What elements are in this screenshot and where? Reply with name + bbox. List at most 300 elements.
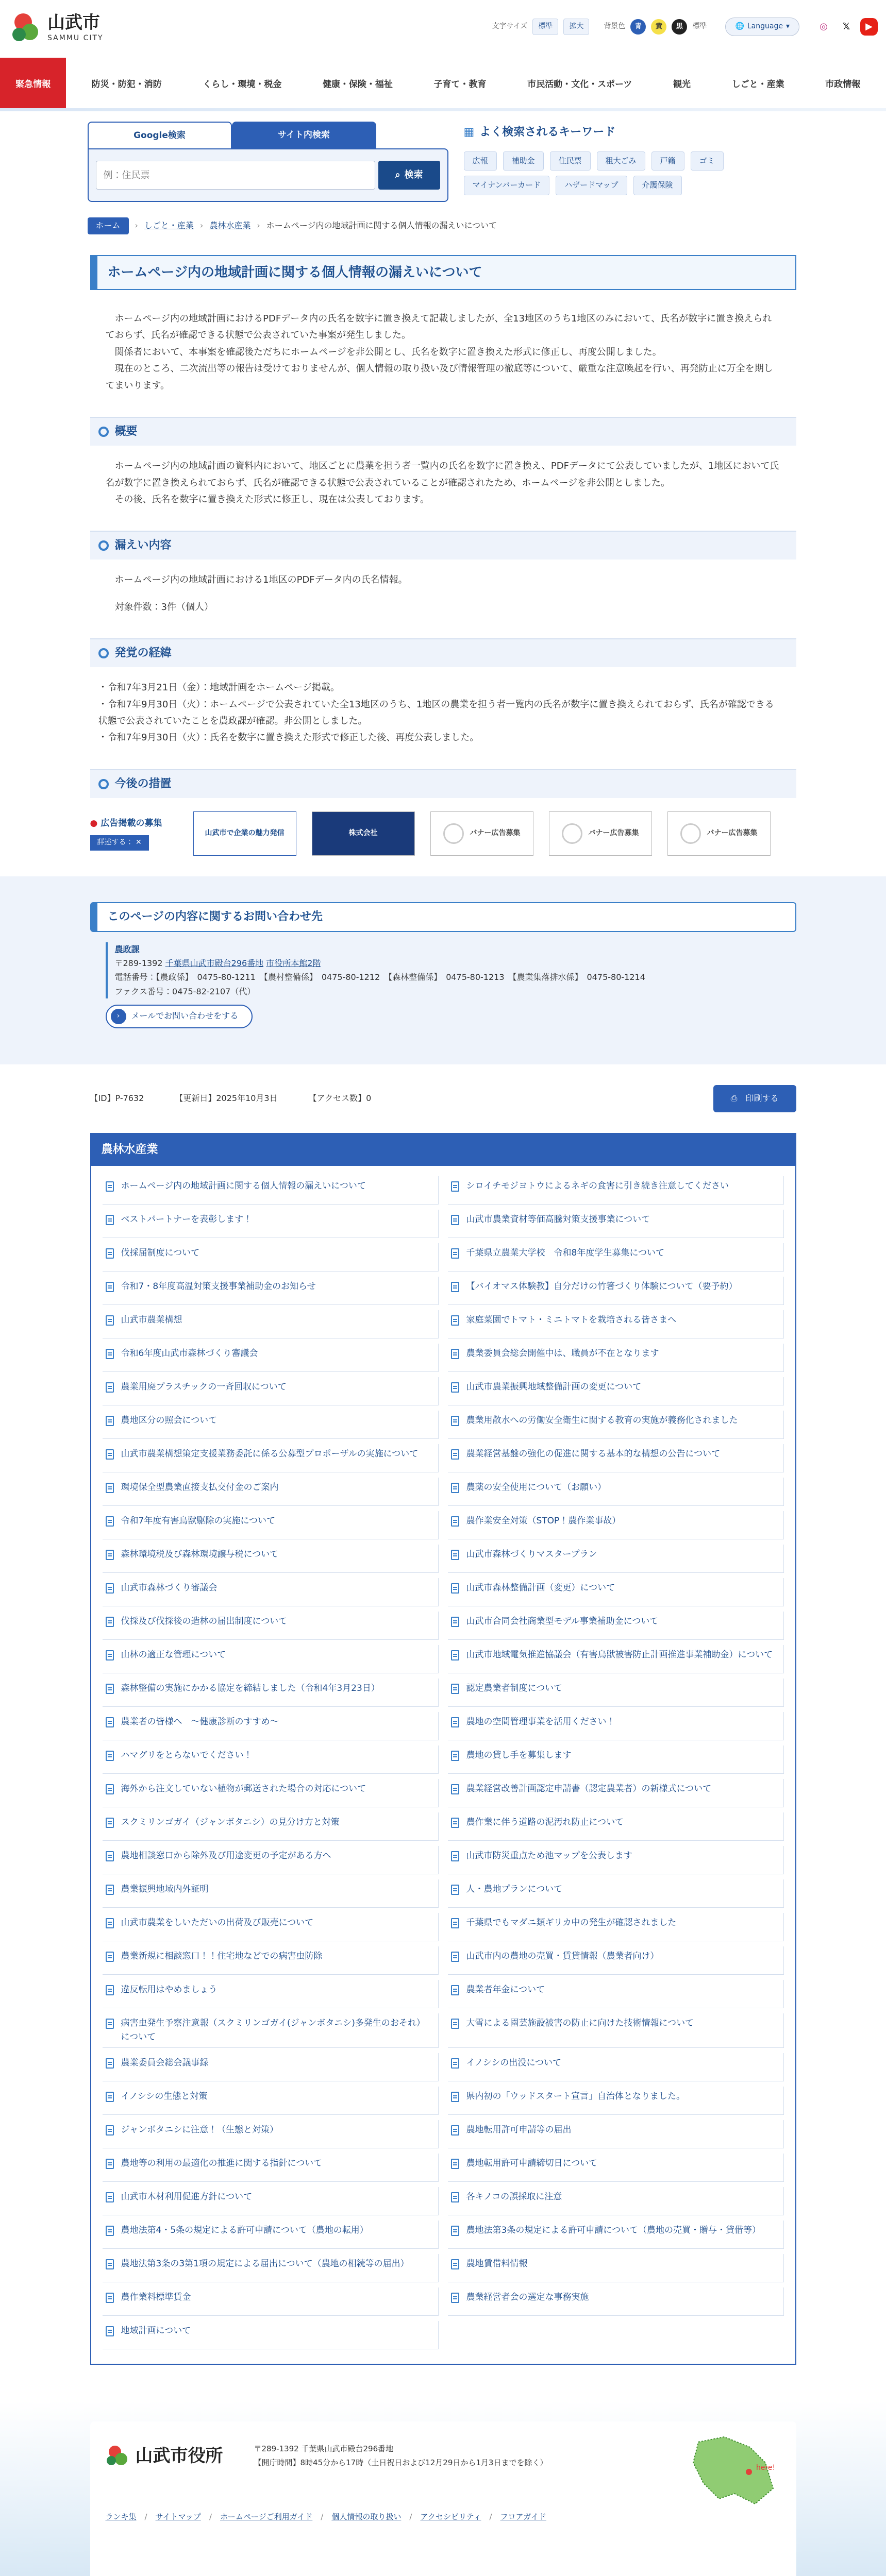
document-icon	[451, 1818, 459, 1828]
language-selector[interactable]	[725, 18, 799, 36]
keyword-chip[interactable]: ゴミ	[691, 151, 724, 171]
related-link[interactable]	[448, 2154, 784, 2182]
related-link[interactable]	[103, 1980, 439, 2008]
contact-phone: 電話番号：【農政係】 0475-80-1211 【農村整備係】 0475-80-1212 【森林整備係】 0475-80-1213 【農業集落排水係】 0475-80-1214	[114, 972, 645, 982]
document-icon	[106, 1885, 114, 1895]
related-link[interactable]	[448, 1779, 784, 1807]
related-link-label: 令和6年度山武市森林づくり審議会	[121, 1348, 258, 1359]
document-icon	[106, 2058, 114, 2069]
nav-item[interactable]: しごと・産業	[731, 79, 784, 90]
bg-yellow-button[interactable]: 黄	[651, 19, 666, 35]
history-item: ・令和7年9月30日（火）：氏名を数字に置き換えた形式で修正した後、再度公表しました。	[98, 732, 479, 743]
lead-paragraph: 現在のところ、二次流出等の報告は受けておりませんが、個人情報の取り扱い及び情報管理の徹底等について、厳重な注意喚起を行い、再発防止に万全を期してまいります。	[105, 363, 773, 391]
document-icon	[106, 1215, 114, 1225]
related-link[interactable]	[448, 2221, 784, 2249]
history-body	[90, 667, 796, 752]
leak-text: ホームページ内の地域計画における1地区のPDFデータ内の氏名情報。	[114, 574, 408, 586]
related-link[interactable]	[448, 1176, 784, 1205]
keyword-chip[interactable]: 広報	[464, 151, 497, 171]
footer-link[interactable]: ホームページご利用ガイド	[220, 2512, 313, 2522]
logo-mark-icon	[106, 2444, 130, 2468]
bg-black-button[interactable]: 黒	[672, 19, 687, 35]
related-link-label: シロイチモジヨトウによるネギの食害に引き続き注意してください	[466, 1180, 729, 1191]
logo-title: 山武市	[47, 12, 100, 33]
document-icon	[451, 1248, 459, 1259]
lead-paragraph: ホームページ内の地域計画におけるPDFデータ内の氏名を数字に置き換えて記載しましたが、全13地区のうち1地区のみにおいて、氏名が数字に置き換えられておらず、氏名が確認できる状態で公表されていた事案が発生しました。	[105, 313, 772, 341]
document-icon	[106, 1650, 114, 1660]
emergency-info-button[interactable]: 緊急情報	[0, 58, 66, 111]
keyword-panel	[464, 122, 799, 202]
related-link[interactable]	[448, 1679, 784, 1707]
footer-link[interactable]: 個人情報の取り扱い	[331, 2512, 402, 2522]
related-link-label: 伐採届制度について	[121, 1247, 200, 1258]
footer-hours: 【開庁時間】8時45分から17時（土日祝日および12月29日から1月3日までを除く）	[254, 2458, 548, 2468]
document-icon	[451, 1952, 459, 1962]
nav-item[interactable]: くらし・環境・税金	[203, 79, 282, 90]
related-link[interactable]	[103, 1779, 439, 1807]
document-icon	[451, 1215, 459, 1225]
related-link-label: 山武市森林づくりマスタープラン	[466, 1549, 597, 1560]
document-icon	[451, 2159, 459, 2169]
related-link-label: 農地の貸し手を募集します	[466, 1750, 572, 1760]
related-link[interactable]	[448, 2187, 784, 2215]
footer-card	[90, 2421, 796, 2576]
related-link[interactable]	[103, 1879, 439, 1908]
document-icon	[106, 1583, 114, 1594]
document-icon	[106, 2326, 114, 2336]
nav-item[interactable]: 観光	[673, 79, 691, 90]
related-link-label: 農作業料標準賃金	[121, 2292, 191, 2303]
related-link[interactable]	[103, 1377, 439, 1405]
footer-address: 〒289-1392 千葉県山武市殿台296番地	[254, 2444, 394, 2454]
related-link[interactable]	[103, 1511, 439, 1539]
contact-department[interactable]: 農政課	[114, 944, 140, 955]
document-icon	[106, 2259, 114, 2269]
related-link[interactable]	[448, 1277, 784, 1305]
related-link[interactable]	[448, 1377, 784, 1405]
related-link[interactable]	[103, 2321, 439, 2349]
related-link-label: 農地転用許可申請締切日について	[466, 2158, 598, 2169]
contact-address-link[interactable]: 千葉県山武市殿台296番地	[165, 958, 264, 969]
contact-postal: 〒289-1392	[114, 958, 163, 969]
document-icon	[451, 1918, 459, 1928]
contact-fax: ファクス番号：0475-82-2107（代）	[114, 986, 256, 996]
contact-section	[0, 876, 886, 1064]
document-icon	[451, 1885, 459, 1895]
related-pages	[90, 1133, 796, 2365]
related-link-label: 農業者年金について	[466, 1984, 545, 1995]
bg-standard-button[interactable]: 標準	[692, 22, 707, 30]
related-link[interactable]	[103, 1913, 439, 1941]
related-link-label: 山林の適正な管理について	[121, 1649, 226, 1660]
related-link[interactable]	[103, 1444, 439, 1472]
related-link[interactable]	[448, 1310, 784, 1338]
document-icon	[451, 1516, 459, 1527]
related-link-label: 農地等の利用の最適化の推進に関する指針について	[121, 2158, 323, 2169]
related-link[interactable]	[448, 1444, 784, 1472]
related-link[interactable]	[448, 1712, 784, 1740]
related-link[interactable]	[448, 2287, 784, 2316]
footer-links: ランキ集 / サイトマップ / ホームページご利用ガイド / 個人情報の取り扱い / アクセシビリティ / フロアガイド	[106, 2511, 781, 2523]
related-link-label: 山武市農業資材等価高騰対策支援事業について	[466, 1214, 650, 1225]
nav-item[interactable]: 市政情報	[825, 79, 861, 90]
search-icon: ⌕	[395, 170, 400, 181]
footer-logo[interactable]	[106, 2443, 223, 2470]
ad-banner-placeholder[interactable]: バナー広告募集	[667, 811, 771, 856]
overview-body	[90, 446, 796, 513]
related-link-label: 違反転用はやめましょう	[121, 1984, 218, 1995]
footer-link[interactable]: ランキ集	[105, 2512, 137, 2522]
document-icon	[451, 1985, 459, 1995]
document-icon	[106, 1382, 114, 1393]
related-link[interactable]	[448, 1344, 784, 1372]
history-item: ・令和7年9月30日（火）：ホームページで公表されていた全13地区のうち、1地区の農業を担う者一覧内の氏名が数字に置き換えられておらず、氏名が確認できる状態で公表されていたことを農政課が確認。非公開としました。	[98, 699, 774, 727]
font-large-button[interactable]: 拡大	[563, 19, 589, 35]
document-icon	[106, 1717, 114, 1727]
ad-banner-placeholder[interactable]: バナー広告募集	[549, 811, 652, 856]
document-icon	[451, 1784, 459, 1794]
document-icon	[106, 1550, 114, 1560]
related-link[interactable]	[448, 2013, 784, 2048]
document-icon	[451, 1684, 459, 1694]
document-icon	[106, 1349, 114, 1359]
ad-banner[interactable]: 株式会社	[312, 811, 415, 856]
document-icon	[106, 1985, 114, 1995]
related-link-label: 県内初の「ウッドスタート宣言」自治体となりました。	[466, 2091, 685, 2102]
chevron-right-icon: ›	[135, 221, 138, 230]
related-link[interactable]	[103, 2221, 439, 2249]
youtube-icon[interactable]: ▶	[860, 18, 878, 36]
document-icon	[451, 2092, 459, 2102]
related-link[interactable]	[103, 1176, 439, 1205]
related-link-label: 山武市農業をしいただいの出荷及び販売について	[121, 1917, 314, 1928]
keyword-grid-icon: ▦	[463, 126, 475, 139]
related-link[interactable]	[103, 1344, 439, 1372]
related-link[interactable]	[103, 1612, 439, 1640]
section-heading-future: 今後の措置	[90, 769, 796, 798]
related-link-label: 山武市農業構想	[121, 1314, 182, 1325]
related-link-label: 各キノコの誤採取に注意	[466, 2192, 562, 2202]
ad-banner-placeholder[interactable]: バナー広告募集	[430, 811, 533, 856]
related-link-label: 山武市防災重点ため池マップを公表します	[466, 1850, 632, 1861]
leak-target: 対象件数：3件（個人）	[114, 601, 213, 613]
related-link[interactable]	[103, 1545, 439, 1573]
keyword-chip[interactable]: 介護保険	[633, 176, 682, 195]
related-link-label: 【バイオマス体験教】自分だけの竹箸づくり体験について（要予約）	[466, 1281, 738, 1292]
x-icon[interactable]: 𝕏	[842, 21, 850, 32]
nav-item[interactable]: 子育て・教育	[433, 79, 487, 90]
related-link[interactable]	[103, 2120, 439, 2148]
instagram-icon[interactable]: ◎	[820, 21, 828, 32]
related-link[interactable]	[103, 1243, 439, 1272]
section-heading-overview: 概要	[90, 417, 796, 446]
document-icon	[451, 2192, 459, 2202]
related-link[interactable]	[103, 1645, 439, 1673]
contact-building-link[interactable]: 市役所本館2階	[266, 958, 321, 969]
document-icon	[106, 1684, 114, 1694]
related-link[interactable]	[103, 2013, 439, 2048]
section-heading-history: 発覚の経緯	[90, 638, 796, 667]
related-link-label: 山武市農業振興地域整備計画の変更について	[466, 1381, 642, 1392]
related-link-label: 環境保全型農業直接支払交付金のご案内	[121, 1482, 279, 1493]
related-link-label: 農業委員会総会開催中は、職員が不在となります	[466, 1348, 659, 1359]
contact-body	[106, 942, 796, 998]
related-link-label: 山武市地域電気推進協議会（有害鳥獣被害防止計画推進事業補助金）について	[466, 1649, 773, 1660]
related-link-label: 認定農業者制度について	[466, 1683, 563, 1693]
related-link[interactable]	[448, 1980, 784, 2008]
footer-city-hall-name: 山武市役所	[135, 2445, 223, 2466]
nav-item[interactable]: 防災・防犯・消防	[91, 79, 162, 90]
related-link[interactable]	[448, 1846, 784, 1874]
document-icon	[451, 1416, 459, 1426]
breadcrumb	[88, 217, 799, 234]
related-link-label: 森林環境税及び森林環境譲与税について	[121, 1549, 279, 1560]
print-button[interactable]: ⎙ 印刷する	[713, 1085, 796, 1112]
keyword-chip[interactable]: 住民票	[550, 151, 591, 171]
related-link[interactable]	[448, 1578, 784, 1606]
document-icon	[106, 1784, 114, 1794]
overview-paragraph: ホームページ内の地域計画の資料内において、地区ごとに農業を担う者一覧内の氏名を数字に置き換え、PDFデータにて公表していましたが、1地区において氏名が数字に置き換えられておらず、氏名が確認できる状態で公表されていることが確認されたため、ホームページを非公開としました。	[105, 461, 779, 488]
document-icon	[451, 1382, 459, 1393]
related-link-label: 農地法第4・5条の規定による許可申請について（農地の転用）	[121, 2225, 369, 2236]
site-logo[interactable]	[10, 10, 104, 47]
breadcrumb-current: ホームページ内の地域計画に関する個人情報の漏えいについて	[266, 221, 497, 230]
related-link[interactable]	[103, 2287, 439, 2316]
page-access-count: 【アクセス数】0	[308, 1093, 372, 1103]
document-icon	[451, 2293, 459, 2303]
tab-google-search[interactable]: Google検索	[88, 122, 232, 148]
related-link[interactable]	[103, 1277, 439, 1305]
page-title: ホームページ内の地域計画に関する個人情報の漏えいについて	[90, 255, 796, 290]
document-icon	[106, 2159, 114, 2169]
related-link[interactable]	[103, 1946, 439, 1975]
footer-link[interactable]: サイトマップ	[155, 2512, 201, 2522]
related-link-label: 農地転用許可申請等の届出	[466, 2125, 572, 2136]
document-icon	[451, 1583, 459, 1594]
nav-item[interactable]: 健康・保険・福祉	[322, 79, 393, 90]
bg-blue-button[interactable]: 青	[630, 19, 646, 35]
related-link-label: 家庭菜園でトマト・ミニトマトを栽培される皆さまへ	[466, 1314, 677, 1325]
document-icon	[106, 1851, 114, 1861]
document-icon	[106, 1617, 114, 1627]
related-link-label: 令和7年度有害鳥獣駆除の実施について	[121, 1515, 275, 1526]
related-link-label: 山武市合同会社商業型モデル事業補助金について	[466, 1616, 659, 1626]
related-link[interactable]	[103, 1411, 439, 1439]
related-link[interactable]	[103, 1712, 439, 1740]
document-icon	[451, 1282, 459, 1292]
contact-mail-button[interactable]: › メールでお問い合わせをする	[106, 1005, 253, 1028]
document-icon	[106, 1181, 114, 1192]
related-link-label: 大雪による園芸施設被害の防止に向けた技術情報について	[466, 2018, 694, 2028]
related-link-label: 農地の空間管理事業を活用ください！	[466, 1716, 615, 1727]
document-icon	[106, 2226, 114, 2236]
search-button[interactable]	[378, 161, 440, 190]
related-link[interactable]	[448, 1812, 784, 1841]
keyword-chip[interactable]: ハザードマップ	[556, 176, 627, 195]
related-link[interactable]	[448, 2254, 784, 2282]
related-link[interactable]	[103, 2154, 439, 2182]
ad-placeholder-icon	[562, 823, 582, 844]
related-title: 農林水産業	[91, 1134, 795, 1166]
document-icon	[451, 1650, 459, 1660]
keyword-chip[interactable]: 戸籍	[651, 151, 684, 171]
document-icon	[106, 1516, 114, 1527]
document-icon	[106, 1952, 114, 1962]
related-link[interactable]	[448, 1612, 784, 1640]
leak-body	[90, 560, 796, 621]
keyword-chip[interactable]: 補助金	[503, 151, 544, 171]
keyword-title: よく検索されるキーワード	[479, 126, 616, 139]
document-icon	[451, 1181, 459, 1192]
related-link[interactable]	[103, 2053, 439, 2081]
header-tools	[492, 18, 878, 36]
related-link-label: 病害虫発生予察注意報（スクミリンゴガイ(ジャンボタニシ)多発生のおそれ）について	[121, 2018, 425, 2042]
related-link-label: 千葉県立農業大学校 令和8年度学生募集について	[466, 1247, 664, 1258]
document-icon	[106, 1918, 114, 1928]
ad-banner[interactable]: 山武市で企業の魅力発信	[193, 811, 296, 856]
related-link[interactable]	[448, 1879, 784, 1908]
related-link-label: 農業委員会総会議事録	[121, 2058, 209, 2069]
history-item: ・令和7年3月21日（金）：地域計画をホームページ掲載。	[98, 682, 340, 693]
related-link-label: 農地賃借料情報	[466, 2259, 528, 2269]
city-map-icon	[688, 2432, 781, 2509]
related-link[interactable]	[448, 1511, 784, 1539]
global-nav	[0, 58, 886, 111]
related-link[interactable]	[448, 1745, 784, 1774]
document-icon	[451, 2125, 459, 2136]
footer-link[interactable]: フロアガイド	[500, 2512, 546, 2522]
related-link-label: 農地相談窓口から除外及び用途変更の予定がある方へ	[121, 1850, 331, 1861]
related-link-label: 農業用散水への労働安全衛生に関する教育の実施が義務化されました	[466, 1415, 738, 1426]
related-link[interactable]	[103, 1846, 439, 1874]
document-icon	[106, 1315, 114, 1326]
related-link-label: 農地区分の照会について	[121, 1415, 218, 1426]
related-link-label: ハマグリをとらないでください！	[121, 1750, 253, 1760]
related-link-label: 農業者の皆様へ ～健康診断のすすめ～	[121, 1716, 279, 1727]
related-link[interactable]	[448, 1545, 784, 1573]
language-label: Language	[747, 22, 783, 30]
related-link-label: 山武市森林整備計画（変更）について	[466, 1582, 615, 1593]
related-link[interactable]	[448, 1210, 784, 1238]
related-link-label: 農業経営基盤の強化の促進に関する基本的な構想の公告について	[466, 1448, 721, 1459]
font-standard-button[interactable]: 標準	[532, 19, 558, 35]
related-link-label: 人・農地プランについて	[466, 1884, 563, 1894]
document-icon	[106, 1248, 114, 1259]
page-id: 【ID】P-7632	[90, 1093, 144, 1103]
search-button-label: 検索	[404, 170, 423, 181]
document-icon	[451, 1851, 459, 1861]
related-link[interactable]	[448, 1946, 784, 1975]
related-link-label: 山武市内の農地の売買・賃貸情報（農業者向け）	[466, 1951, 659, 1961]
search-input[interactable]	[96, 161, 375, 190]
ad-icon: ●	[90, 818, 98, 828]
document-icon	[106, 2092, 114, 2102]
related-link-label: ホームページ内の地域計画に関する個人情報の漏えいについて	[121, 1180, 366, 1191]
related-link[interactable]	[103, 1210, 439, 1238]
nav-item[interactable]: 市民活動・文化・スポーツ	[527, 79, 632, 90]
related-link[interactable]	[103, 2087, 439, 2115]
ad-placeholder-icon	[443, 823, 464, 844]
related-link[interactable]	[103, 2254, 439, 2282]
document-icon	[451, 1717, 459, 1727]
breadcrumb-link[interactable]: 農林水産業	[209, 221, 251, 230]
related-link[interactable]	[103, 1812, 439, 1841]
document-icon	[451, 1550, 459, 1560]
breadcrumb-home[interactable]: ホーム	[88, 217, 129, 234]
lead-text	[90, 290, 796, 399]
related-link-label: 農業振興地域内外証明	[121, 1884, 209, 1894]
keyword-chip[interactable]: 粗大ごみ	[597, 151, 645, 171]
document-icon	[106, 1818, 114, 1828]
related-link-label: 農業経営者会の選定な事務実施	[466, 2292, 589, 2303]
breadcrumb-link[interactable]: しごと・産業	[144, 221, 194, 230]
related-link-label: 山武市木材利用促進方針について	[121, 2192, 253, 2202]
globe-icon: 🌐	[735, 22, 744, 30]
related-link[interactable]	[103, 1578, 439, 1606]
document-icon	[106, 1449, 114, 1460]
related-link-label: ジャンボタニシに注意！（生態と対策）	[121, 2125, 279, 2136]
related-link[interactable]	[448, 1913, 784, 1941]
document-icon	[106, 2125, 114, 2136]
ad-placeholder-icon	[680, 823, 701, 844]
bg-color-label: 背景色	[604, 22, 626, 30]
related-link-label: 山武市農業構想策定支援業務委託に係る公募型プロポーザルの実施について	[121, 1448, 419, 1459]
related-link-label: 伐採及び伐採後の造林の届出制度について	[121, 1616, 288, 1626]
related-link[interactable]	[448, 1411, 784, 1439]
related-link-label: 地域計画について	[121, 2326, 191, 2336]
keyword-chip[interactable]: マイナンバーカード	[464, 176, 550, 195]
related-link[interactable]	[448, 1645, 784, 1673]
ad-label: ● 広告掲載の募集 詳述する： ✕	[90, 817, 178, 851]
document-icon	[451, 2259, 459, 2269]
document-icon	[451, 1349, 459, 1359]
related-link-label: 森林整備の実施にかかる協定を締結しました（令和4年3月23日）	[121, 1683, 380, 1693]
chevron-down-icon: ▾	[785, 22, 790, 30]
related-link[interactable]	[448, 2120, 784, 2148]
related-link-label: ベストパートナーを表彰します！	[121, 1214, 253, 1225]
related-link[interactable]	[448, 2087, 784, 2115]
related-link[interactable]	[103, 1745, 439, 1774]
logo-subtitle: SAMMU CITY	[47, 33, 104, 42]
heading-ring-icon	[98, 427, 109, 437]
related-link[interactable]	[103, 1310, 439, 1338]
overview-paragraph: その後、氏名を数字に置き換えた形式に修正し、現在は公表しております。	[114, 494, 430, 505]
ad-banner-row	[90, 811, 796, 856]
tab-site-search[interactable]: サイト内検索	[232, 122, 376, 148]
related-link[interactable]	[448, 2053, 784, 2081]
document-icon	[451, 1449, 459, 1460]
page-updated: 【更新日】2025年10月3日	[175, 1093, 278, 1103]
document-icon	[106, 1416, 114, 1426]
related-link[interactable]	[103, 1478, 439, 1506]
heading-ring-icon	[98, 779, 109, 789]
related-link[interactable]	[103, 1679, 439, 1707]
related-link-label: イノシシの生態と対策	[121, 2091, 208, 2102]
page-meta	[90, 1085, 796, 1112]
document-icon	[106, 1751, 114, 1761]
related-link-label: 海外から注文していない植物が郵送された場合の対応について	[121, 1783, 366, 1794]
ad-detail-button[interactable]: 詳述する： ✕	[90, 835, 149, 851]
heading-ring-icon	[98, 540, 109, 551]
related-link[interactable]	[448, 1243, 784, 1272]
heading-ring-icon	[98, 648, 109, 658]
related-link[interactable]	[103, 2187, 439, 2215]
related-link-label: 農業経営改善計画認定申請書（認定農業者）の新様式について	[466, 1783, 712, 1794]
footer-link[interactable]: アクセシビリティ	[420, 2512, 481, 2522]
font-size-label: 文字サイズ	[492, 22, 528, 30]
related-link-label: 農業新規に相談窓口！！住宅地などでの病害虫防除	[121, 1951, 323, 1961]
related-link[interactable]	[448, 1478, 784, 1506]
